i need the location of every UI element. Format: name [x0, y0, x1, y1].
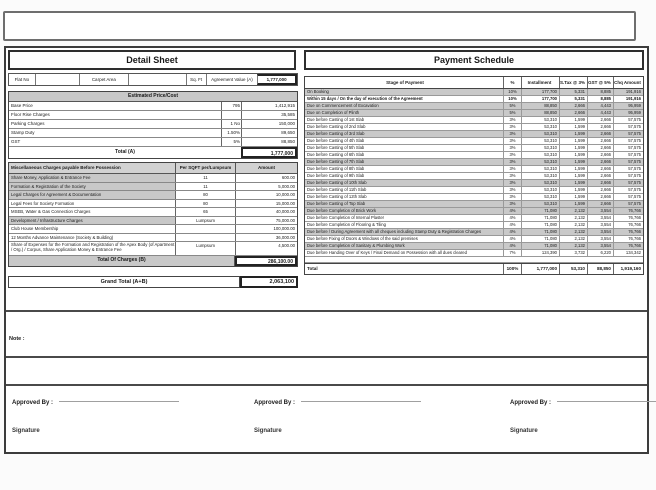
header-box — [3, 11, 636, 41]
approved-by-label: Approved By : — [254, 400, 296, 406]
misc-row-rate — [175, 234, 235, 242]
flat-no-label: Flat No — [14, 77, 30, 82]
table-row — [305, 229, 643, 236]
gst-cell: 4,443 — [587, 103, 613, 109]
stage-cell: Due before Casting of 6th Slab — [307, 152, 365, 157]
signature-block — [510, 400, 656, 434]
installment-cell: 53,310 — [521, 145, 559, 151]
payment-rows — [305, 89, 643, 257]
estimated-row-label: Floor Rise Charges — [11, 112, 50, 117]
remarks-section — [6, 358, 647, 386]
service-tax-cell: 2,132 — [559, 222, 587, 228]
cheque-amount-cell: 57,575 — [613, 180, 643, 186]
stage-cell: Due before Completion of Sanitary & Plumbing Work — [307, 243, 405, 248]
percent-cell: 3% — [503, 173, 521, 179]
stage-cell: Due before Casting of 12th Slab — [307, 194, 367, 199]
table-row — [9, 174, 297, 183]
service-tax-cell: 2,132 — [559, 215, 587, 221]
payment-total-installment: 1,777,000 — [521, 264, 559, 274]
col-service-tax: S.Tax @ 3% — [559, 77, 587, 88]
service-tax-cell: 2,132 — [559, 229, 587, 235]
service-tax-cell: 2,132 — [559, 208, 587, 214]
cheque-amount-cell: 76,766 — [613, 222, 643, 228]
installment-cell: 53,310 — [521, 173, 559, 179]
percent-cell: 3% — [503, 117, 521, 123]
col-cheque-amount: Chq Amount — [613, 77, 643, 88]
stage-cell: Due before Casting of 2nd Slab — [307, 124, 366, 129]
gst-cell: 3,554 — [587, 229, 613, 235]
gst-cell: 2,666 — [587, 145, 613, 151]
installment-cell: 53,310 — [521, 117, 559, 123]
percent-cell: 3% — [503, 131, 521, 137]
cheque-amount-cell: 57,575 — [613, 124, 643, 130]
document-inner — [6, 48, 647, 452]
percent-cell: 10% — [503, 96, 521, 102]
misc-row-label: MSEB, Water & Gas Connection Charges — [11, 209, 91, 214]
cheque-amount-cell: 57,575 — [613, 187, 643, 193]
estimated-row-amount: 150,000 — [241, 120, 297, 128]
grand-total-value: 2,063,100 — [240, 276, 298, 288]
table-row — [9, 191, 297, 200]
service-tax-cell: 1,599 — [559, 159, 587, 165]
misc-row-amount: 5,000.00 — [235, 183, 297, 191]
misc-row-amount: 100,000.00 — [235, 225, 297, 233]
installment-cell: 53,310 — [521, 124, 559, 130]
table-row — [305, 236, 643, 243]
table-row — [305, 152, 643, 159]
table-row — [305, 243, 643, 250]
estimated-row-amount: 1,412,915 — [241, 102, 297, 110]
stage-cell: Due before Fixing of Doors & Windows of the said premises — [307, 236, 418, 241]
document-frame — [4, 46, 649, 454]
installment-cell: 71,080 — [521, 236, 559, 242]
table-row — [305, 96, 643, 103]
payment-schedule-panel — [304, 48, 644, 272]
gst-cell: 8,885 — [587, 89, 613, 95]
percent-cell: 7% — [503, 250, 521, 256]
payment-total-label: Total — [307, 266, 318, 271]
cheque-amount-cell: 76,766 — [613, 243, 643, 249]
percent-cell: 5% — [503, 110, 521, 116]
installment-cell: 53,310 — [521, 201, 559, 207]
installment-cell: 177,700 — [521, 96, 559, 102]
table-row — [305, 180, 643, 187]
gst-cell: 6,220 — [587, 250, 613, 256]
installment-cell: 53,310 — [521, 131, 559, 137]
table-row — [305, 250, 643, 257]
misc-row-rate: 80 — [175, 200, 235, 208]
payment-schedule-title — [304, 50, 644, 70]
table-row — [9, 120, 297, 129]
percent-cell: 3% — [503, 180, 521, 186]
misc-row-amount: 75,000.00 — [235, 217, 297, 225]
estimated-total-label: Total (A) — [115, 149, 135, 155]
signature-label: Signature — [12, 428, 40, 434]
cheque-amount-cell: 191,916 — [613, 96, 643, 102]
estimated-row-rate — [221, 111, 241, 119]
misc-row-amount: 600.00 — [235, 174, 297, 182]
percent-cell: 4% — [503, 243, 521, 249]
cheque-amount-cell: 57,575 — [613, 138, 643, 144]
gst-cell: 3,554 — [587, 243, 613, 249]
gst-cell: 3,554 — [587, 208, 613, 214]
table-row — [305, 103, 643, 110]
gst-cell: 2,666 — [587, 180, 613, 186]
note-label: Note : — [9, 336, 25, 342]
gst-cell: 2,666 — [587, 138, 613, 144]
table-row — [9, 217, 297, 226]
approved-by-line — [59, 401, 179, 402]
col-gst: GST @ 5% — [587, 77, 613, 88]
misc-charges-table — [8, 162, 298, 267]
gst-cell: 2,666 — [587, 124, 613, 130]
estimated-total-row — [9, 147, 297, 158]
gst-cell: 2,666 — [587, 173, 613, 179]
percent-cell: 4% — [503, 208, 521, 214]
installment-cell: 71,080 — [521, 208, 559, 214]
stage-cell: Due on Commencement of Excavation — [307, 103, 379, 108]
detail-sheet-title — [8, 50, 296, 70]
cheque-amount-cell: 57,575 — [613, 159, 643, 165]
installment-cell: 53,310 — [521, 152, 559, 158]
gst-cell: 8,885 — [587, 96, 613, 102]
table-row — [305, 222, 643, 229]
misc-header-rate: Per SQFT per/Lumpsum — [175, 163, 235, 173]
table-row — [305, 201, 643, 208]
service-tax-cell: 2,132 — [559, 243, 587, 249]
misc-row-rate: 80 — [175, 191, 235, 199]
gst-cell: 2,666 — [587, 166, 613, 172]
agreement-value-label: Agreement Value (A) — [206, 74, 258, 85]
percent-cell: 10% — [503, 89, 521, 95]
carpet-area-label: Carpet Area — [79, 74, 129, 85]
table-row — [9, 225, 297, 234]
gst-cell: 3,554 — [587, 236, 613, 242]
cheque-amount-cell: 57,575 — [613, 117, 643, 123]
percent-cell: 3% — [503, 138, 521, 144]
col-installment: Installment — [521, 77, 559, 88]
misc-header-amount: Amount — [235, 163, 297, 173]
percent-cell: 5% — [503, 103, 521, 109]
approved-by-label: Approved By : — [12, 400, 54, 406]
installment-cell: 88,850 — [521, 103, 559, 109]
installment-cell: 71,080 — [521, 243, 559, 249]
service-tax-cell: 1,599 — [559, 145, 587, 151]
misc-row-rate — [175, 225, 235, 233]
estimated-row-label: Stamp Duty — [11, 130, 35, 135]
approved-by-row — [510, 400, 656, 406]
table-row — [305, 208, 643, 215]
installment-cell: 88,850 — [521, 110, 559, 116]
payment-table — [304, 76, 644, 275]
stage-cell: Due before Casting of 9th Slab — [307, 173, 365, 178]
stage-cell: Due before Casting of 8th Slab — [307, 166, 365, 171]
service-tax-cell: 1,599 — [559, 124, 587, 130]
gst-cell: 4,443 — [587, 110, 613, 116]
stage-cell: Due before Casting of 4th Slab — [307, 138, 365, 143]
misc-row-rate: Lumpsum — [175, 242, 235, 255]
stage-cell: Due before Casting of 10th Slab — [307, 180, 367, 185]
cheque-amount-cell: 76,766 — [613, 229, 643, 235]
table-row — [9, 183, 297, 192]
cheque-amount-cell: 57,575 — [613, 201, 643, 207]
percent-cell: 4% — [503, 215, 521, 221]
cheque-amount-cell: 57,575 — [613, 194, 643, 200]
misc-total-row — [9, 256, 297, 266]
misc-header-label: Miscellaneous Charges payable Before Possession — [11, 165, 121, 170]
table-row — [9, 200, 297, 209]
approved-by-line — [301, 401, 421, 402]
payment-total-service-tax: 53,310 — [559, 264, 587, 274]
installment-cell: 71,080 — [521, 229, 559, 235]
table-row — [305, 138, 643, 145]
cheque-amount-cell: 57,575 — [613, 152, 643, 158]
signature-label: Signature — [254, 428, 282, 434]
misc-row-label: Formation & Registration of the Society — [9, 183, 175, 191]
installment-cell: 71,080 — [521, 222, 559, 228]
signature-label: Signature — [510, 428, 538, 434]
misc-row-label: Development / Infrastructure Charges — [9, 217, 175, 225]
percent-cell: 3% — [503, 124, 521, 130]
misc-rows — [9, 174, 297, 256]
service-tax-cell: 2,666 — [559, 103, 587, 109]
carpet-area-value — [128, 74, 186, 85]
table-row — [305, 215, 643, 222]
col-percent: % — [503, 77, 521, 88]
misc-row-amount: 4,500.00 — [235, 242, 297, 255]
estimated-cost-rows — [9, 102, 297, 147]
stage-cell: Within 15 days / On the day of execution of the Agreement — [307, 96, 423, 101]
gst-cell: 2,666 — [587, 159, 613, 165]
installment-cell: 53,310 — [521, 180, 559, 186]
stage-cell: Due before Casting of Top Slab — [307, 201, 366, 206]
service-tax-cell: 1,599 — [559, 117, 587, 123]
gst-cell: 2,666 — [587, 201, 613, 207]
table-row — [305, 173, 643, 180]
misc-row-rate: Lumpsum — [175, 217, 235, 225]
table-row — [9, 138, 297, 147]
percent-cell: 3% — [503, 194, 521, 200]
signature-block — [12, 400, 202, 434]
percent-cell: 4% — [503, 229, 521, 235]
misc-row-amount: 15,000.00 — [235, 200, 297, 208]
service-tax-cell: 1,599 — [559, 187, 587, 193]
payment-header-row — [305, 77, 643, 89]
estimated-row-rate: 5% — [221, 138, 241, 146]
installment-cell: 53,310 — [521, 187, 559, 193]
installment-cell: 53,310 — [521, 194, 559, 200]
agreement-value: 1,777,000 — [257, 74, 297, 85]
detail-sheet-title-text: Detail Sheet — [126, 55, 178, 65]
table-row — [9, 234, 297, 243]
approved-by-row — [254, 400, 444, 406]
approved-by-line — [557, 401, 656, 402]
misc-row-label: 12 Months Advance Maintenance (Society & Building) — [11, 234, 114, 240]
stage-cell: Due before Completion of Brick Work — [307, 208, 377, 213]
table-row — [305, 110, 643, 117]
grand-total-label: Grand Total (A+B) — [8, 276, 240, 288]
misc-total-amount: 286,100.00 — [235, 256, 297, 266]
col-stage-of-payment: Stage of Payment — [386, 80, 424, 85]
percent-cell: 3% — [503, 166, 521, 172]
misc-row-amount: 10,000.00 — [235, 191, 297, 199]
misc-row-label: Club House Membership — [11, 226, 59, 231]
installment-cell: 71,080 — [521, 215, 559, 221]
gst-cell: 2,666 — [587, 131, 613, 137]
service-tax-cell: 1,599 — [559, 180, 587, 186]
stage-cell: Due before Completion of Internal Plaster — [307, 215, 385, 220]
percent-cell: 4% — [503, 222, 521, 228]
gst-cell: 2,666 — [587, 187, 613, 193]
service-tax-cell: 1,599 — [559, 201, 587, 207]
cheque-amount-cell: 191,916 — [613, 89, 643, 95]
stage-cell: Due before Handing Over of Keys / Final Demand on Possession with all dues cleared — [307, 250, 467, 255]
grand-total-row — [8, 276, 298, 288]
table-row — [305, 145, 643, 152]
misc-row-label: Share of Expenses for the Formation and Registration of the Apex Body (of Apartment / Org.) / Corpus, Share Application Money & Entrance Fee — [11, 242, 175, 252]
cheque-amount-cell: 95,959 — [613, 103, 643, 109]
percent-cell: 3% — [503, 145, 521, 151]
payment-total-amount: 1,919,160 — [613, 264, 643, 274]
misc-row-label: Legal Fees for Society Formation — [11, 200, 75, 206]
estimated-row-rate: 795 — [221, 102, 241, 110]
table-row — [305, 187, 643, 194]
table-row — [9, 102, 297, 111]
service-tax-cell: 3,732 — [559, 250, 587, 256]
misc-row-amount: 36,000.00 — [235, 234, 297, 242]
service-tax-cell: 5,331 — [559, 89, 587, 95]
estimated-row-rate: 1 No — [221, 120, 241, 128]
service-tax-cell: 2,132 — [559, 236, 587, 242]
table-row — [305, 131, 643, 138]
installment-cell: 53,310 — [521, 138, 559, 144]
service-tax-cell: 5,331 — [559, 96, 587, 102]
table-row — [9, 129, 297, 138]
stage-cell: Due before Casting of 5th Slab — [307, 145, 365, 150]
cheque-amount-cell: 76,766 — [613, 236, 643, 242]
estimated-row-label: GST — [11, 139, 21, 144]
approved-by-label: Approved By : — [510, 400, 552, 406]
cheque-amount-cell: 76,766 — [613, 215, 643, 221]
estimated-row-rate: 1.50% — [221, 129, 241, 137]
gst-cell: 3,554 — [587, 222, 613, 228]
stage-cell: Due before / During Agreement with all cheques including Stamp Duty & Registration Charges — [307, 229, 482, 234]
stage-cell: Due before Casting of 1st Slab — [307, 117, 365, 122]
note-section — [6, 310, 647, 358]
payment-total-gst: 88,850 — [587, 264, 613, 274]
table-row — [9, 242, 297, 256]
flat-no-value — [35, 74, 79, 85]
estimated-total-amount: 1,777,000 — [241, 147, 297, 158]
payment-total-percent: 100% — [503, 264, 521, 274]
stage-cell: Due before Casting of 3rd Slab — [307, 131, 365, 136]
installment-cell: 53,310 — [521, 166, 559, 172]
stage-cell: Due before Casting of 11th Slab — [307, 187, 367, 192]
estimated-row-label: Parking Charges — [11, 121, 45, 126]
service-tax-cell: 1,599 — [559, 194, 587, 200]
unit-label: Sq. Ft — [186, 74, 206, 85]
table-row — [9, 111, 297, 120]
gst-cell: 2,666 — [587, 194, 613, 200]
cheque-amount-cell: 57,575 — [613, 173, 643, 179]
signature-block — [254, 400, 444, 434]
service-tax-cell: 1,599 — [559, 131, 587, 137]
stage-cell: On Booking — [307, 89, 329, 94]
estimated-row-amount: 89,650 — [241, 129, 297, 137]
installment-cell: 177,700 — [521, 89, 559, 95]
payment-total-row — [305, 263, 643, 274]
estimated-row-amount: 35,585 — [241, 111, 297, 119]
table-row — [305, 194, 643, 201]
estimated-cost-header: Estimated Price/Cost — [9, 92, 297, 102]
percent-cell: 3% — [503, 201, 521, 207]
service-tax-cell: 1,599 — [559, 173, 587, 179]
misc-row-label: Share Money, Application & Entrance Fee — [9, 174, 175, 182]
misc-row-rate: 11 — [175, 183, 235, 191]
table-row — [305, 159, 643, 166]
cheque-amount-cell: 57,575 — [613, 131, 643, 137]
stage-cell: Due before Completion of Flooring & Tiling — [307, 222, 386, 227]
percent-cell: 4% — [503, 236, 521, 242]
table-row — [305, 89, 643, 96]
table-row — [305, 117, 643, 124]
percent-cell: 3% — [503, 187, 521, 193]
stage-cell: Due before Casting of 7th Slab — [307, 159, 365, 164]
flat-info-row — [8, 73, 298, 86]
service-tax-cell: 1,599 — [559, 166, 587, 172]
installment-cell: 124,390 — [521, 250, 559, 256]
service-tax-cell: 1,599 — [559, 138, 587, 144]
gst-cell: 3,554 — [587, 215, 613, 221]
stage-cell: Due on Completion of Plinth — [307, 110, 360, 115]
service-tax-cell: 2,666 — [559, 110, 587, 116]
installment-cell: 53,310 — [521, 159, 559, 165]
signature-section — [6, 386, 647, 452]
misc-header-row — [9, 163, 297, 174]
misc-row-rate: 65 — [175, 208, 235, 216]
misc-total-label: Total Of Charges (B) — [9, 256, 235, 266]
percent-cell: 3% — [503, 152, 521, 158]
table-row — [305, 124, 643, 131]
cheque-amount-cell: 95,959 — [613, 110, 643, 116]
cheque-amount-cell: 57,575 — [613, 145, 643, 151]
estimated-row-amount: 88,850 — [241, 138, 297, 146]
table-row — [9, 208, 297, 217]
payment-schedule-title-text: Payment Schedule — [433, 55, 515, 65]
misc-row-amount: 40,000.00 — [235, 208, 297, 216]
service-tax-cell: 1,599 — [559, 152, 587, 158]
table-row — [305, 166, 643, 173]
cheque-amount-cell: 134,342 — [613, 250, 643, 256]
gst-cell: 2,666 — [587, 117, 613, 123]
cheque-amount-cell: 76,766 — [613, 208, 643, 214]
misc-row-label: Legal Charges for Agreement & Documentation — [9, 191, 175, 199]
cheque-amount-cell: 57,575 — [613, 166, 643, 172]
gst-cell: 2,666 — [587, 152, 613, 158]
estimated-row-label: Base Price — [11, 103, 33, 108]
estimated-cost-table — [8, 91, 298, 159]
percent-cell: 3% — [503, 159, 521, 165]
approved-by-row — [12, 400, 202, 406]
misc-row-rate: 11 — [175, 174, 235, 182]
